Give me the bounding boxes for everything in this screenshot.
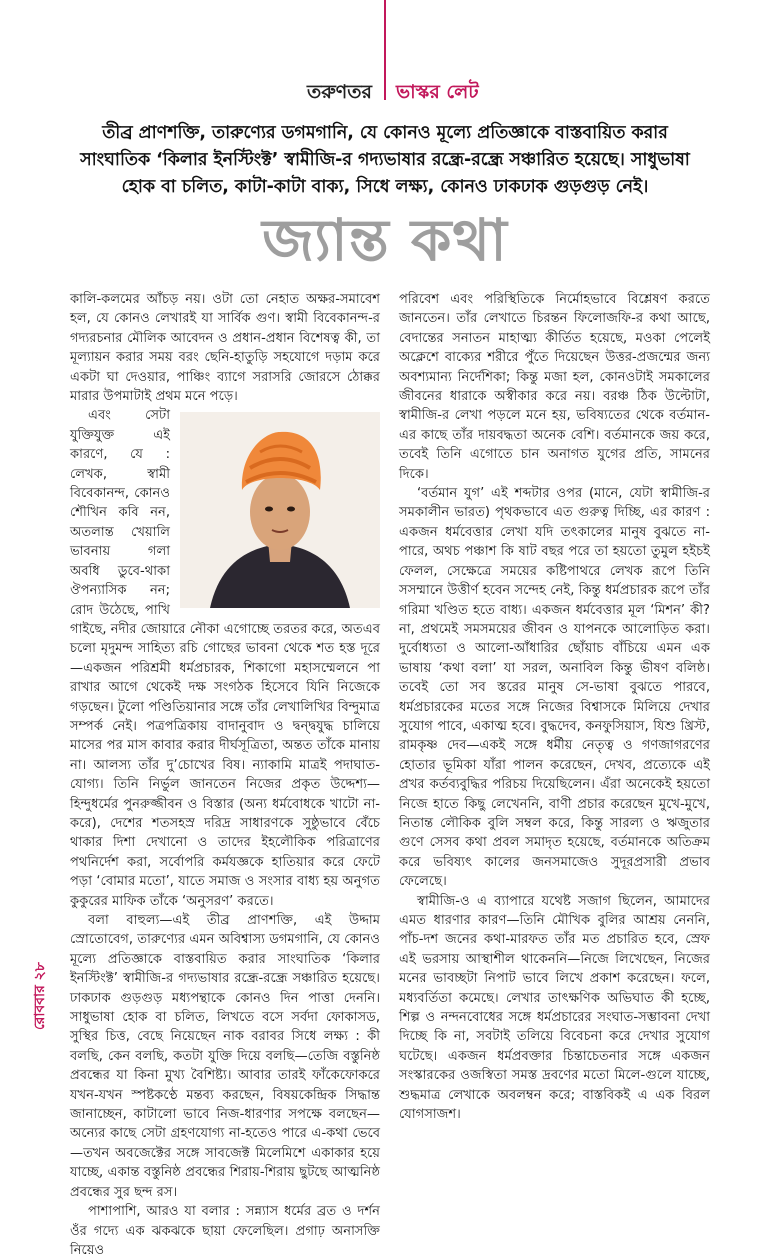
paragraph: কালি-কলমের আঁচড় নয়। ওটা তো নেহাত অক্ষর-সমাবেশ হল, যে কোনও লেখারই যা সার্বিক গুণ। স্বামী বিবেকানন্দ-র গদ্যরচনার মৌলিক আবেদন ও প্রধান-প্রধান বিশেষত্ব কী, তা মূল্যায়ন করার সময় বরং ছেনি-হাতুড়ি সহযোগে দড়াম করে একটা ঘা দেওয়ার, পাঞ্চিং ব্যাগে সরাসরি জোরসে ঠোক্কর মারার উপমাটাই প্রথম মনে পড়ে।	[70, 292, 380, 405]
standfirst: তীব্র প্রাণশক্তি, তারুণ্যের ডগমগানি, যে কোনও মূল্যে প্রতিজ্ঞাকে বাস্তবায়িত করার সাংঘাতিক ‘কিলার ইনস্টিংক্ট’ স্বামীজি-র গদ্যভাষার রন্ধ্রে-রন্ধ্রে সঞ্চারিত হয়েছে। সাধুভাষা হোক বা চলিত, কাটা-কাটা বাক্য, সিধে লক্ষ্য, কোনও ঢাকঢাক গুড়গুড় নেই।	[80, 123, 690, 197]
paragraph: স্বামীজি-ও এ ব্যাপারে যথেষ্ট সজাগ ছিলেন, আমাদের এমত ধারণার কারণ—তিনি মৌখিক বুলির আশ্রয় নেননি, পাঁচ-দশ জনের কথা-মারফত তাঁর মত প্রচারিত হবে, স্রেফ এই ভরসায় আস্থাশীল থাকেননি—নিজে লিখেছেন, নিজের মনের ভাবচ্ছটা নিপাট ভাবে লিখে প্রকাশ করেছেন। ফলে, মধ্যবর্তিতা কমেছে। লেখার তাৎক্ষণিক অভিঘাত কী হচ্ছে, শিল্প ও নন্দনবোধের সঙ্গে ধর্মপ্রচারের সংঘাত-সম্ভাবনা দেখা দিচ্ছে কি না, সবটাই তলিয়ে বিবেচনা করে দেখার সুযোগ ঘটেছে। একজন ধর্মপ্রবক্তার চিন্তাচেতনার সঙ্গে একজন সংস্কারকের ওজস্বিতা সমস্ত দ্রবণের মতো মিলে-গুলে যাচ্ছে, শুদ্ধমাত্র লেখাকে অবলম্বন করে; বাস্তবিকই এ এক বিরল যোগসাজশ।	[399, 893, 710, 1123]
body-column-right	[399, 290, 710, 1123]
paragraph: ‘বর্তমান যুগ’ এই শব্দটার ওপর (মানে, যেটা স্বামীজি-র সমকালীন ভারত) পৃথকভাবে এত গুরুত্ব দিচ্ছি, এর কারণ : একজন ধর্মবেত্তার লেখা যদি তৎকালের মানুষ বুঝতে না-পারে, অথচ পঞ্চাশ কি ষাট বছর পরে তা হয়তো তুমুল হইচই ফেলল, সেক্ষেত্রে সময়ের কষ্টিপাথরে লেখক রূপে তিনি সসম্মানে উত্তীর্ণ হবেন সন্দেহ নেই, কিন্তু ধর্মপ্রচারক রূপে তাঁর গরিমা খণ্ডিত হতে বাধ্য। একজন ধর্মবেত্তার মূল ‘মিশন’ কী? না, প্রথমেই সমসময়ের জীবন ও যাপনকে আলোড়িত করা। দুর্বোধ্যতা ও আলো-আঁধারির ছোঁয়াচ বাঁচিয়ে এমন এক ভাষায় ‘কথা বলা’ যা সরল, অনাবিল কিন্তু ভীষণ বলিষ্ঠ। তবেই তো সব স্তরের মানুষ সে-ভাষা বুঝতে পারবে, ধর্মপ্রচারকের মতের সঙ্গে নিজের বিশ্বাসকে মিলিয়ে দেখার সুযোগ পাবে, একাত্ম হবে। বুদ্ধদেব, কনফুসিয়াস, যিশু খ্রিস্ট, রামকৃষ্ণ দেব—একই সঙ্গে ধর্মীয় নেতৃত্ব ও গণজাগরণের হোতার ভূমিকা যাঁরা পালন করেছেন, দেখব, প্রত্যেকে এই প্রখর কর্তব্যবুদ্ধির পরিচয় দিয়েছিলেন। এঁরা অনেকেই হয়তো নিজে হাতে কিছু লেখেননি, বাণী প্রচার করেছেন মুখে-মুখে, নিতান্ত লৌকিক বুলি সম্বল করে, কিন্তু সারল্য ও ঋজুতার গুণে সেসব কথা প্রবল সমাদৃত হয়েছে, বর্তমানকে অতিক্রম করে ভবিষ্যৎ কালের জনসমাজেও সুদূরপ্রসারী প্রভাব ফেলেছে।	[399, 486, 710, 890]
article-header	[0, 78, 770, 108]
paragraph: এবং সেটা যুক্তিযুক্ত এই কারণে, যে : লেখক, স্বামী বিবেকানন্দ, কোনও শৌখিন কবি নন, অতলান্ত খেয়ালি ভাবনায় গলা অবধি ডুবে-থাকা ঔপন্যাসিক নন; রোদ উঠেছে, পাখি গাইছে, নদীর জোয়ারে নৌকা এগোচ্ছে তরতর করে, অতএব চলো মৃদুমন্দ সাহিত্য রচি গোছের ভাবনা থেকে শত হস্ত দূরে—একজন পরিশ্রমী ধর্মপ্রচারক, শিকাগো মহাসম্মেলনে পা রাখার আগে থেকেই দক্ষ সংগঠক হিসেবে যিনি নিজেকে গড়ছেন। টুলো পণ্ডিতিয়ানার সঙ্গে তাঁর লেখালিখির বিন্দুমাত্র সম্পর্ক নেই। পত্রপত্রিকায় বাদানুবাদ ও দ্বন্দ্বযুদ্ধ চালিয়ে মাসের পর মাস কাবার করার দীর্ঘসূত্রিতা, অন্তত তাঁকে মানায় না। আলস্য তাঁর দু’চোখের বিষ। ন্যাকামি মাত্রই পদাঘাত-যোগ্য। তিনি নির্ভুল জানতেন নিজের প্রকৃত উদ্দেশ্য—হিন্দুধর্মের পুনরুজ্জীবন ও বিস্তার (অন্য ধর্মবোধকে খাটো না-করে), দেশের শতসহস্র দরিদ্র সাধারণকে সুষ্ঠুভাবে বেঁচে থাকার দিশা দেখানো ও তাদের ইহলৌকিক পরিত্রাণের পথনির্দেশ করা, সর্বোপরি কর্মযজ্ঞকে হাতিয়ার করে ফেটে পড়া ‘বোমার মতো’, যাতে সমাজ ও সংসার বাধ্য হয় অনুগত কুকুরের মাফিক তাঁকে ‘অনুসরণ’ করতে।	[70, 408, 380, 909]
page-folio: রোববার ২৮	[32, 962, 48, 1030]
paragraph: বলা বাহুল্য—এই তীব্র প্রাণশক্তি, এই উদ্দাম স্রোতোবেগ, তারুণ্যের এমন অবিশ্বাস্য ডগমগানি, যে কোনও মূল্যে প্রতিজ্ঞাকে বাস্তবায়িত করার সাংঘাতিক ‘কিলার ইনস্টিংক্ট’ স্বামীজি-র গদ্যভাষার রন্ধ্রে-রন্ধ্রে সঞ্চারিত হয়েছে। ঢাকঢাক গুড়গুড় মধ্যপন্থাকে কোনও দিন পাত্তা দেননি। সাধুভাষা হোক বা চলিত, লিখতে বসে সর্বদা ফোকাসড, সুস্থির চিত্ত, বেছে নিয়েছেন নাক বরাবর সিধে লক্ষ্য : কী বলছি, কেন বলছি, কতটা যুক্তি দিয়ে বলছি—তেজি বস্তুনিষ্ঠ প্রবন্ধের যা কিনা মুখ্য বৈশিষ্ট্য। আবার তারই ফাঁকেফোকরে যখন-যখন স্পষ্টকণ্ঠে মন্তব্য করছেন, বিষয়কেন্দ্রিক সিদ্ধান্ত জানাচ্ছেন, কাটালো ভাবে নিজ-ধারণার সপক্ষে বলছেন—অন্যের কাছে সেটা গ্রহণযোগ্য না-হতেও পারে এ-কথা ভেবে—তখন অবজেক্টের সঙ্গে সাবজেক্ট মিলেমিশে একাকার হয়ে যাচ্ছে, একান্ত বস্তুনিষ্ঠ প্রবন্ধের শিরায়-শিরায় ছুটছে আত্মনিষ্ঠ প্রবন্ধের সুর ছন্দ রস।	[70, 913, 380, 1200]
paragraph: পাশাপাশি, আরও যা বলার : সন্ন্যাস ধর্মের ব্রত ও দর্শন ওঁর গদ্যে এক ঝকঝকে ছায়া ফেলেছিল। প্রগাঢ় অনাসক্তি নিয়েও	[70, 1204, 380, 1258]
paragraph: পরিবেশ এবং পরিস্থিতিকে নির্মোহভাবে বিশ্লেষণ করতে জানতেন। তাঁর লেখাতে চিরন্তন ফিলোজফি-র কথা আছে, বেদান্তের সনাতন মাহাত্ম্য কীর্তিত হয়েছে, মওকা পেলেই অক্লেশে বাক্যের শরীরে পুঁতে দিয়েছেন উত্তর-প্রজন্মের জন্য অবশ্যমান্য নির্দেশিকা; কিন্তু মজা হল, কোনওটাই সমকালের জীবনের ধারাকে অস্বীকার করে নয়। বরঞ্চ ঠিক উল্টোটা, স্বামীজি-র লেখা পড়লে মনে হয়, ভবিষ্যতের থেকে বর্তমান-এর কাছে তাঁর দায়বদ্ধতা অনেক বেশি। বর্তমানকে জয় করে, তবেই তিনি এগোতে চান অনাগত যুগের প্রতি, সামনের দিকে।	[399, 292, 710, 482]
author-name: ভাস্কর লেট	[396, 81, 479, 103]
body-column-left	[70, 290, 380, 1258]
section-kicker: তরুণতর	[306, 81, 372, 103]
portrait-illustration	[180, 412, 380, 608]
portrait-photo	[180, 412, 380, 608]
article-headline: জ্যান্ত কথা	[262, 206, 508, 274]
